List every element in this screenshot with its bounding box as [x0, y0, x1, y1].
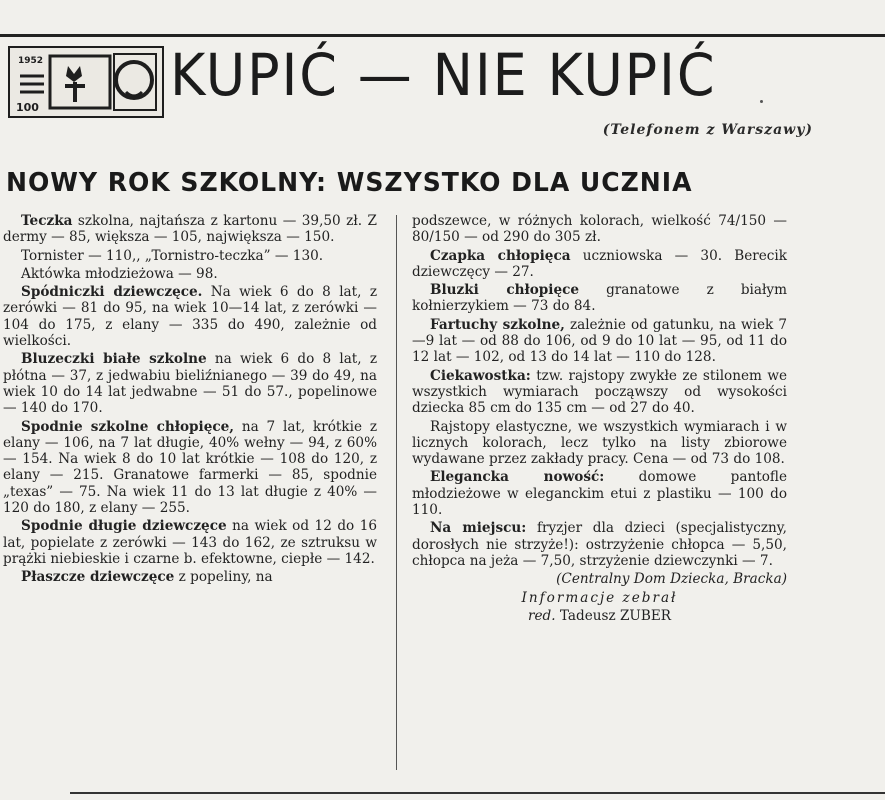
right-lead: Ciekawostka: [430, 367, 531, 384]
left-text: na wiek od 12 do 16 lat, popielate z zerówki — 143 do 162, ze sztruksu w prążki niebieskie i czarne b. efektowne, ciepłe — 142. [3, 518, 377, 567]
right-text: podszewce, w różnych kolorach, wielkość 74/150 — 80/150 — od 290 do 305 zł. [412, 213, 787, 246]
right-text: domowe pantofle młodzieżowe w eleganckim etui z plastiku — 100 do 110. [412, 469, 787, 519]
right-paragraph [412, 317, 787, 366]
right-text: uczniowska — 30. Berecik dziewczęcy — 27. [412, 247, 787, 280]
right-paragraph [412, 419, 787, 468]
credit-info: Informacje zebrał [521, 589, 678, 606]
logo-number-bottom: 100 [16, 101, 39, 114]
left-lead: Spodnie szkolne chłopięce, [21, 418, 235, 435]
credit-editor-name: Tadeusz ZUBER [559, 607, 672, 624]
left-lead: Teczka [21, 213, 73, 229]
right-lead: Na miejscu: [430, 520, 527, 537]
left-text: Na wiek 6 do 8 lat, z zerówki — 81 do 95, na wiek 10—14 lat, z zerówki — 104 do 175, z elany — 335 do 490, zależnie od wielkości. [3, 284, 378, 350]
right-paragraph [412, 213, 787, 246]
right-lead: Elegancka nowość: [430, 469, 605, 486]
left-lead: Płaszcze dziewczęce [21, 569, 175, 586]
left-lead: Spódniczki dziewczęce. [21, 284, 203, 301]
headline: KUPIĆ — NIE KUPIĆ [170, 41, 717, 109]
left-paragraph [3, 248, 377, 264]
right-column-paragraphs [412, 213, 787, 569]
right-lead: Fartuchy szkolne, [430, 316, 565, 333]
section-title: NOWY ROK SZKOLNY: WSZYSTKO DLA UCZNIA [6, 168, 693, 198]
column-divider [396, 215, 397, 770]
right-text: Rajstopy elastyczne, we wszystkich wymiarach i w licznych kolorach, lecz tylko na listy zbiorowe wydawane przez zakłady pracy. Cena — od 73 do 108. [412, 418, 787, 468]
left-paragraph [3, 518, 377, 567]
left-paragraph [3, 284, 377, 349]
right-paragraph [412, 368, 787, 417]
source-line: (Telefonem z Warszawy) [602, 122, 813, 138]
left-text: Aktówka młodzieżowa — 98. [21, 265, 218, 282]
right-text: fryzjer dla dzieci (specjalistyczny, dorosłych nie strzyże!): ostrzyżenie chłopca — 5,50, chłopca na jeża — 7,50, strzyżenie dziewczynki — 7. [412, 520, 787, 569]
left-text: Tornister — 110,, „Tornistro-teczka” — 130. [21, 247, 324, 264]
right-paragraph [412, 282, 787, 315]
left-paragraph [3, 213, 377, 246]
right-text: granatowe z białym kołnierzykiem — 73 do 84. [412, 282, 787, 315]
right-column [412, 213, 787, 626]
left-paragraph [3, 351, 377, 416]
right-text: zależnie od gatunku, na wiek 7—9 lat — od 88 do 106, od 9 do 10 lat — 95, od 11 do 12 lat — 102, od 13 do 14 lat — 110 do 128. [412, 316, 787, 366]
left-text: z popeliny, na [174, 569, 273, 586]
credit-editor-prefix: red. [527, 607, 556, 624]
bottom-rule [70, 792, 885, 794]
print-speck [760, 100, 763, 103]
credit-place: (Centralny Dom Dziecka, Bracka) [556, 571, 787, 588]
right-paragraph [412, 520, 787, 569]
right-lead: Bluzki chłopięce [430, 282, 580, 299]
right-lead: Czapka chłopięca [430, 247, 571, 264]
left-text: na 7 lat, krótkie z elany — 106, na 7 lat długie, 40% wełny — 94, z 60% — 154. Na wiek 8 do 10 lat krótkie — 108 do 120, z elany — 215. Granatowe farmerki — 85, spodnie „texas” — 75. Na wiek 11 do 13 lat długie z 40% — 120 do 180, z elany — 255. [3, 418, 377, 517]
right-paragraph [412, 469, 787, 518]
left-text: szkolna, najtańsza z kartonu — 39,50 zł. Z dermy — 85, większa — 105, największa — 150. [3, 213, 377, 246]
right-text: tzw. rajstopy zwykłe ze stilonem we wszystkich wymiarach począwszy od wysokości dziecka 85 cm do 135 cm — od 27 do 40. [412, 367, 787, 417]
left-column [3, 213, 377, 588]
left-paragraph [3, 419, 377, 517]
logo-number-top: 1952 [18, 56, 44, 66]
column-logo [8, 46, 164, 118]
left-paragraph [3, 266, 377, 282]
left-lead: Spodnie długie dziewczęce [21, 518, 227, 535]
left-paragraph [3, 569, 377, 585]
top-rule [0, 34, 885, 37]
credit-editor [412, 608, 787, 624]
right-paragraph [412, 248, 787, 281]
left-text: na wiek 6 do 8 lat, z płótna — 37, z jedwabiu bieliźnianego — 39 do 49, na wiek 10 do 14 lat jedwabne — 51 do 57., popelinowe — 140 do 170. [3, 351, 377, 417]
left-lead: Bluzeczki białe szkolne [21, 351, 207, 368]
